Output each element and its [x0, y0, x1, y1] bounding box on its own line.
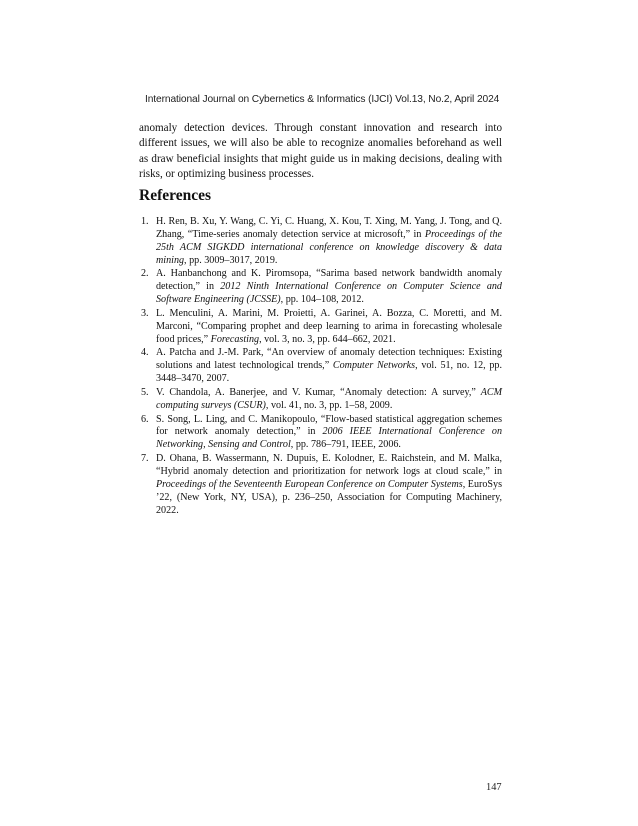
reference-text [156, 387, 502, 411]
intro-paragraph: anomaly detection devices. Through constant innovation and research into different issues, we will also be able to recognize anomalies beforehand as well as draw beneficial insights that might guide us in making decisions, dealing with risks, or optimizing business processes. [139, 122, 502, 180]
reference-item [139, 308, 502, 347]
reference-venue: Forecasting [210, 333, 260, 345]
reference-authors-title: S. Song, L. Ling, and C. Manikopoulo, “Flow-based statistical aggregation schemes for network anomaly detection,” in [156, 413, 502, 438]
reference-text [156, 268, 502, 305]
reference-details: , pp. 3009–3017, 2019. [184, 254, 278, 266]
reference-item [139, 387, 502, 413]
reference-details: , pp. 786–791, IEEE, 2006. [290, 439, 401, 451]
reference-number: 2. [141, 268, 149, 280]
reference-venue: ACM computing surveys (CSUR) [156, 386, 502, 411]
reference-number: 5. [141, 386, 149, 398]
reference-item [139, 216, 502, 268]
reference-text [156, 347, 502, 384]
reference-venue: 2006 IEEE International Conference on Networking, Sensing and Control [156, 426, 502, 451]
reference-item [139, 453, 502, 518]
running-header: International Journal on Cybernetics & Informatics (IJCI) Vol.13, No.2, April 2024 [145, 94, 500, 105]
reference-details: , vol. 3, no. 3, pp. 644–662, 2021. [259, 333, 396, 345]
reference-authors-title: H. Ren, B. Xu, Y. Wang, C. Yi, C. Huang, X. Kou, T. Xing, M. Yang, J. Tong, and Q. Zhang, “Time-series anomaly detection service at microsoft,” in [156, 216, 502, 240]
references-heading: References [139, 187, 212, 204]
reference-details: , EuroSys ’22, (New York, NY, USA), p. 236–250, Association for Computing Machinery, 2022. [156, 478, 502, 516]
reference-details: , vol. 51, no. 12, pp. 3448–3470, 2007. [156, 360, 503, 385]
reference-authors-title: L. Menculini, A. Marini, M. Proietti, A. Garinei, A. Bozza, C. Moretti, and M. Marconi, “Comparing prophet and deep learning to arima in forecasting wholesale food prices,” [156, 307, 502, 345]
reference-number: 7. [141, 453, 149, 465]
reference-text [156, 216, 502, 266]
reference-authors-title: A. Hanbanchong and K. Piromsopa, “Sarima based network bandwidth anomaly detection,” in [156, 268, 502, 293]
reference-authors-title: V. Chandola, A. Banerjee, and V. Kumar, “Anomaly detection: A survey,” [156, 386, 481, 398]
reference-venue: Proceedings of the Seventeenth European Conference on Computer Systems [156, 478, 463, 490]
reference-item [139, 347, 502, 386]
reference-venue: 2012 Ninth International Conference on Computer Science and Software Engineering (JCSSE) [156, 281, 502, 306]
reference-list [139, 216, 502, 518]
reference-item [139, 414, 502, 453]
reference-text [156, 308, 502, 345]
reference-text [156, 414, 502, 451]
reference-number: 6. [141, 413, 149, 425]
reference-number: 3. [141, 307, 149, 319]
reference-number: 4. [141, 347, 149, 359]
reference-text [156, 453, 502, 516]
reference-authors-title: D. Ohana, B. Wassermann, N. Dupuis, E. Kolodner, E. Raichstein, and M. Malka, “Hybrid anomaly detection and prioritization for network logs at cloud scale,” in [156, 453, 502, 477]
reference-authors-title: A. Patcha and J.-M. Park, “An overview of anomaly detection techniques: Existing solutions and latest technological trends,” [156, 347, 502, 372]
reference-details: , vol. 41, no. 3, pp. 1–58, 2009. [265, 399, 393, 411]
reference-details: , pp. 104–108, 2012. [280, 294, 364, 306]
page-number: 147 [486, 782, 502, 793]
reference-venue: Proceedings of the 25th ACM SIGKDD international conference on knowledge discovery & data mining [156, 228, 502, 266]
reference-item [139, 268, 502, 307]
reference-number: 1. [141, 216, 149, 227]
reference-venue: Computer Networks [332, 360, 416, 372]
